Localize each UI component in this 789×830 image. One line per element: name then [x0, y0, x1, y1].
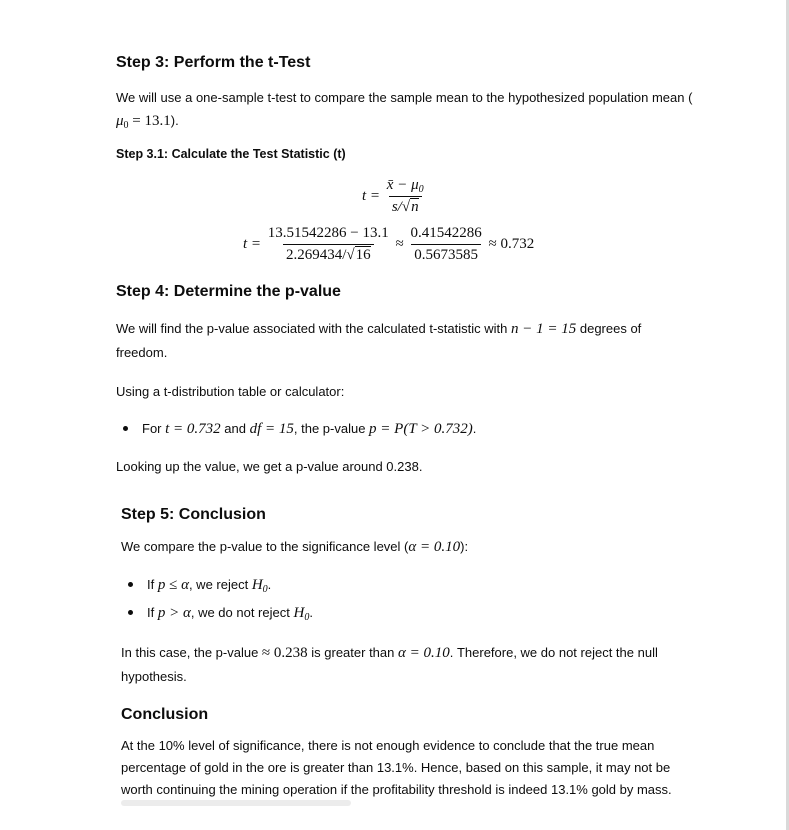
step31-heading: Step 3.1: Calculate the Test Statistic (t) [116, 147, 346, 161]
step5-paragraph-2: In this case, the p-value ≈ 0.238 is greater than α = 0.10. Therefore, we do not reject the null hypothesis. [121, 645, 658, 684]
calc-fraction-2: $\frac{0.41542286}{0.5673585}$ [410, 225, 482, 263]
step4-section [116, 283, 716, 478]
horizontal-scrollbar[interactable] [121, 800, 351, 806]
step4-paragraph-2: Using a t-distribution table or calculator: [116, 384, 345, 399]
step4-paragraph-1: We will find the p-value associated with the calculated t-statistic with n − 1 = 15 degrees of freedom. [116, 321, 642, 360]
list-item: If p > α, we do not reject $H_0$. [121, 599, 721, 627]
conclusion-heading: Conclusion [121, 706, 209, 723]
step5-section [121, 506, 721, 688]
step3-intro: We will use a one-sample t-test to compare the sample mean to the hypothesized population mean ( $\mu_0 = 13.1$). [116, 90, 693, 131]
calc-fraction-1: $\frac{13.51542286 - 13.1}{2.269434/√16}$ [267, 225, 389, 263]
step5-paragraph-1: We compare the p-value to the significance level (α = 0.10): [121, 539, 469, 555]
step5-heading: Step 5: Conclusion [121, 506, 266, 523]
step4-list [116, 415, 716, 443]
step4-paragraph-3: Looking up the value, we get a p-value around 0.238. [116, 459, 423, 474]
list-item: If p ≤ α, we reject $H_0$. [121, 571, 721, 599]
step5-list [121, 571, 721, 627]
step31-section [116, 147, 716, 161]
conclusion-section [121, 706, 721, 801]
step4-heading: Step 4: Determine the p-value [116, 283, 341, 300]
conclusion-paragraph: At the 10% level of significance, there is not enough evidence to conclude that the true mean percentage of gold in the ore is greater than 13.1%. Hence, based on this sample, it may not be worth continuing the mining operation if the profitability threshold is indeed 13.1% gold by mass. [121, 738, 672, 797]
step3-heading: Step 3: Perform the t-Test [116, 54, 311, 71]
t-formula-fraction: $\frac{x̄ - \mu_0}{s/√n}$ [386, 177, 424, 215]
t-calculation: t = $\frac{13.51542286 - 13.1}{2.269434/√16}$ ≈ $\frac{0.41542286}{0.5673585}$ ≈ 0.732 [243, 225, 535, 263]
t-formula: t = $\frac{x̄ - \mu_0}{s/√n}$ [362, 177, 427, 216]
mu0-expression: $\mu_0 = 13.1$ [116, 113, 171, 131]
step3-section [116, 54, 716, 134]
list-item: For t = 0.732 and df = 15, the p-value p = P(T > 0.732). [116, 415, 716, 443]
